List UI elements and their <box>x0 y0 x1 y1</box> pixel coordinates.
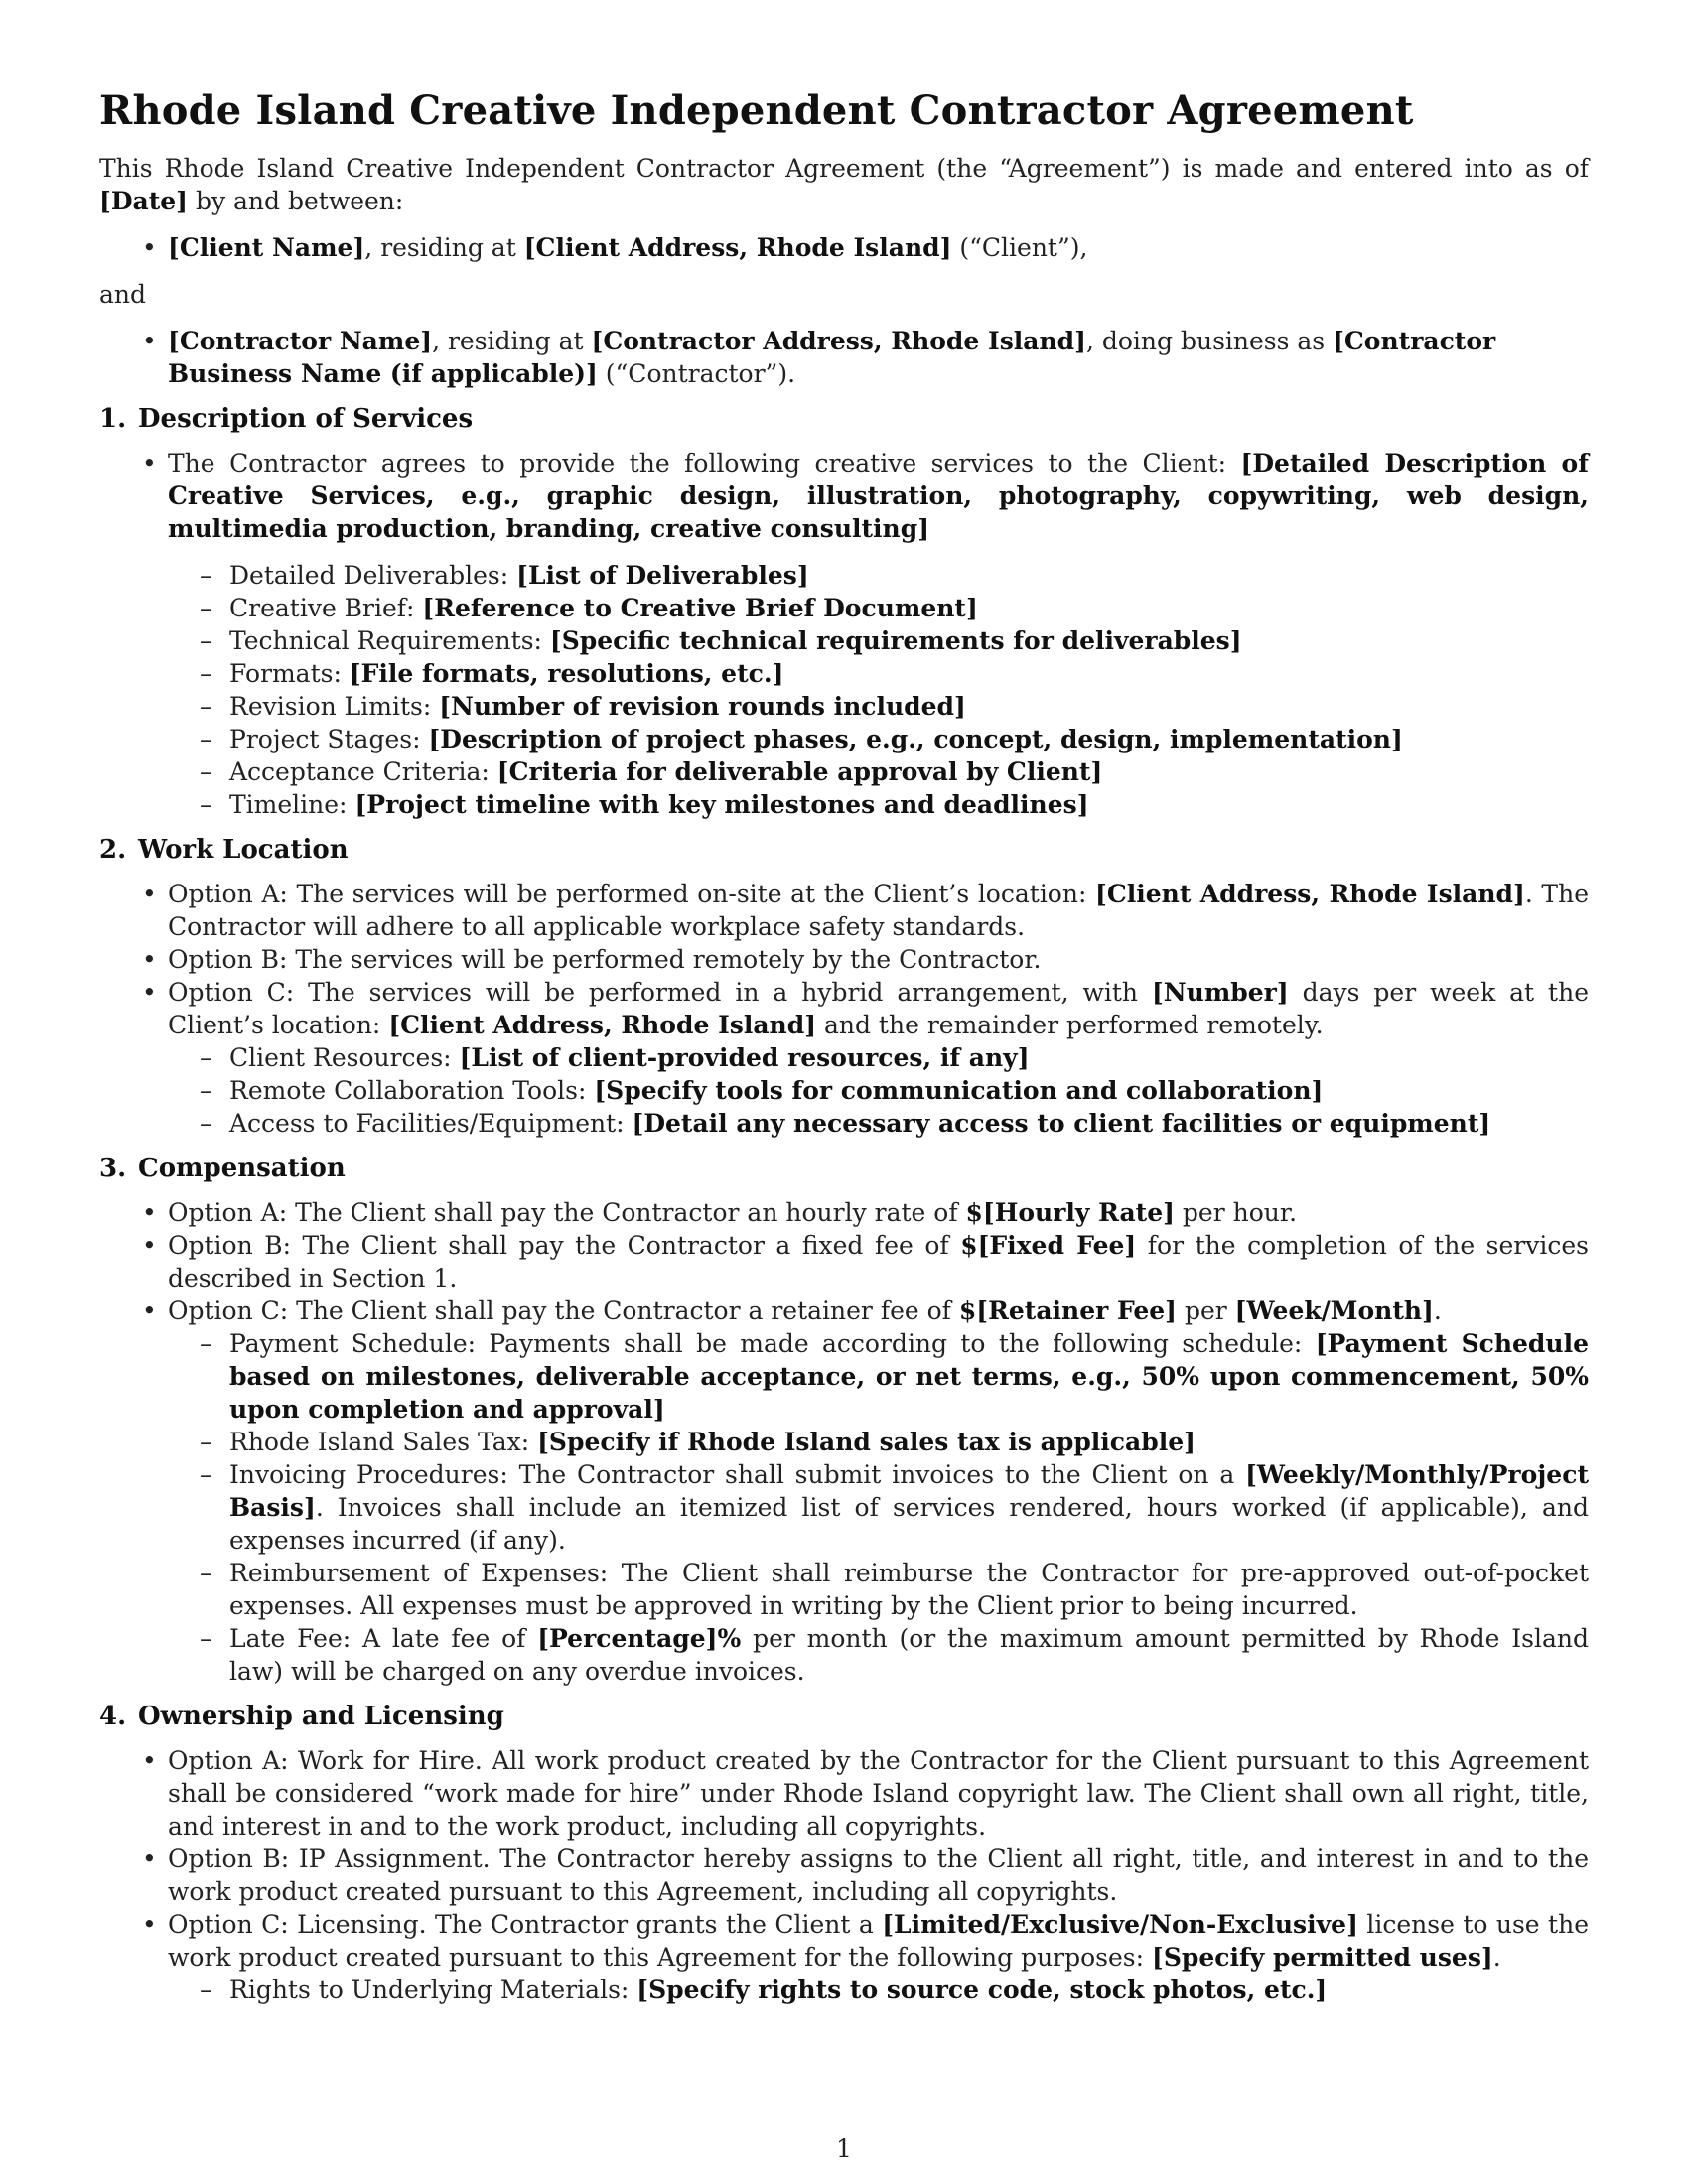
item-label: Detailed Deliverables: <box>229 561 517 590</box>
licensing-sublist <box>168 1974 1589 2006</box>
item-placeholder: [Payment Schedule based on milestones, deliverable acceptance, or net terms, e.g., 50% upon commencement, 50% upon completion and approval] <box>229 1329 1589 1424</box>
hourly-rate-placeholder: $[Hourly Rate] <box>965 1198 1175 1227</box>
and-connector: and <box>99 280 147 309</box>
option-text: Option B: The services will be performed remotely by the Contractor. <box>168 945 1042 974</box>
item-label: Invoicing Procedures: The Contractor shall submit invoices to the Client on a <box>229 1460 1246 1489</box>
item-label: Timeline: <box>229 790 355 819</box>
compensation-option-c <box>99 1295 1589 1688</box>
address-placeholder: [Client Address, Rhode Island] <box>1095 880 1525 908</box>
item-label: Rhode Island Sales Tax: <box>229 1428 538 1456</box>
option-text-end: per hour. <box>1174 1198 1298 1227</box>
fixed-fee-placeholder: $[Fixed Fee] <box>960 1231 1137 1260</box>
contractor-address-placeholder: [Contractor Address, Rhode Island] <box>591 327 1086 355</box>
list-item <box>168 690 1589 723</box>
item-label: Technical Requirements: <box>229 626 550 655</box>
item-label: Formats: <box>229 659 350 688</box>
contractor-text-end: (“Contractor”). <box>597 359 796 388</box>
section-number: 2. <box>99 835 127 865</box>
item-placeholder: [Detail any necessary access to client facilities or equipment] <box>632 1109 1491 1138</box>
item-label: Creative Brief: <box>229 594 423 622</box>
address-placeholder: [Client Address, Rhode Island] <box>388 1011 817 1039</box>
contractor-party <box>99 325 1589 390</box>
list-item <box>168 624 1589 657</box>
option-text-2: license to use the work product created pursuant to this Agreement for the following purposes: <box>168 1910 1589 1972</box>
contractor-name-placeholder: [Contractor Name] <box>168 327 433 355</box>
item-placeholder: [Reference to Creative Brief Document] <box>422 594 978 622</box>
compensation-sublist <box>168 1327 1589 1688</box>
license-type-placeholder: [Limited/Exclusive/Non-Exclusive] <box>882 1910 1358 1939</box>
contractor-party-list <box>99 325 1589 390</box>
contractor-text-2: , doing business as <box>1085 327 1334 355</box>
location-option-b <box>99 943 1589 976</box>
option-text-end: . <box>1492 1943 1501 1972</box>
item-placeholder: [Specify if Rhode Island sales tax is applicable] <box>537 1428 1196 1456</box>
item-placeholder: [List of Deliverables] <box>516 561 809 590</box>
ownership-option-a <box>99 1744 1589 1843</box>
item-text-end: . Invoices shall include an itemized list of services rendered, hours worked (if applicable), and expenses incurred (if any). <box>229 1493 1589 1555</box>
item-text-end: per month (or the maximum amount permitted by Rhode Island law) will be charged on any overdue invoices. <box>229 1624 1589 1686</box>
option-text-2: per <box>1177 1297 1235 1325</box>
intro-paragraph <box>99 152 1589 217</box>
client-party <box>99 231 1589 264</box>
services-sublist <box>168 559 1589 821</box>
section-1-list <box>99 447 1589 821</box>
section-4-heading <box>99 1702 1589 1731</box>
section-3-heading <box>99 1154 1589 1183</box>
option-text: Option C: The services will be performed in a hybrid arrangement, with <box>168 978 1152 1007</box>
services-placeholder: [Detailed Description of Creative Services, e.g., graphic design, illustration, photography, copywriting, web design, multimedia production, branding, creative consulting] <box>168 449 1589 543</box>
intro-text: This Rhode Island Creative Independent Contractor Agreement (the “Agreement”) is made and entered into as of <box>99 154 1589 183</box>
option-text-end: for the completion of the services described in Section 1. <box>168 1231 1589 1293</box>
item-placeholder: [File formats, resolutions, etc.] <box>349 659 784 688</box>
list-item <box>168 1974 1589 2006</box>
invoicing-item <box>168 1458 1589 1557</box>
option-text: Option A: Work for Hire. All work product created by the Contractor for the Client pursuant to this Agreement shall be considered “work made for hire” under Rhode Island copyright law. The Client shall own all right, title, and interest in and to the work product, including all copyrights. <box>168 1746 1589 1841</box>
section-4-list <box>99 1744 1589 2006</box>
option-text: Option B: The Client shall pay the Contractor a fixed fee of <box>168 1231 961 1260</box>
item-placeholder: [Number of revision rounds included] <box>439 692 966 721</box>
client-name-placeholder: [Client Name] <box>168 233 365 262</box>
option-text: Option A: The Client shall pay the Contractor an hourly rate of <box>168 1198 966 1227</box>
page-number: 1 <box>836 2134 852 2163</box>
item-label: Client Resources: <box>229 1043 460 1072</box>
section-title: Ownership and Licensing <box>138 1702 504 1731</box>
item-label: Acceptance Criteria: <box>229 757 497 786</box>
location-sublist <box>168 1041 1589 1140</box>
option-text-end: and the remainder performed remotely. <box>816 1011 1324 1039</box>
intro-text-end: by and between: <box>188 187 404 215</box>
option-text: Option C: Licensing. The Contractor grants the Client a <box>168 1910 883 1939</box>
section-2-list <box>99 878 1589 1140</box>
item-label: Project Stages: <box>229 725 429 753</box>
section-number: 3. <box>99 1154 127 1183</box>
option-text-end: . <box>1433 1297 1442 1325</box>
location-option-c <box>99 976 1589 1140</box>
period-placeholder: [Week/Month] <box>1234 1297 1434 1325</box>
section-3-list <box>99 1196 1589 1688</box>
client-party-list <box>99 231 1589 264</box>
section-title: Compensation <box>138 1154 346 1183</box>
section-1-heading <box>99 404 1589 434</box>
option-text: Option A: The services will be performed on-site at the Client’s location: <box>168 880 1096 908</box>
ownership-option-c <box>99 1908 1589 2006</box>
number-placeholder: [Number] <box>1151 978 1289 1007</box>
item-placeholder: [Description of project phases, e.g., concept, design, implementation] <box>428 725 1403 753</box>
late-fee-item <box>168 1622 1589 1688</box>
document-title: Rhode Island Creative Independent Contractor Agreement <box>99 87 1414 134</box>
item-placeholder: [Specific technical requirements for deliverables] <box>549 626 1242 655</box>
payment-schedule-item <box>168 1327 1589 1426</box>
permitted-uses-placeholder: [Specify permitted uses] <box>1152 1943 1493 1972</box>
item-label: Late Fee: A late fee of <box>229 1624 538 1653</box>
client-text: , residing at <box>364 233 524 262</box>
section-title: Work Location <box>138 835 349 865</box>
option-text: Option B: IP Assignment. The Contractor hereby assigns to the Client all right, title, and interest in and to the work product created pursuant to this Agreement, including all copyrights. <box>168 1844 1589 1906</box>
contractor-business-placeholder: [Contractor Business Name (if applicable)] <box>168 327 1496 388</box>
sales-tax-item <box>168 1426 1589 1458</box>
location-option-a <box>99 878 1589 943</box>
item-placeholder: [Specify tools for communication and collaboration] <box>594 1076 1324 1105</box>
services-lead: The Contractor agrees to provide the following creative services to the Client: <box>168 449 1241 478</box>
list-item <box>168 755 1589 788</box>
list-item <box>168 1041 1589 1074</box>
section-number: 1. <box>99 404 127 434</box>
date-placeholder: [Date] <box>99 187 188 215</box>
list-item <box>168 788 1589 821</box>
item-placeholder: [Weekly/Monthly/Project Basis] <box>229 1460 1589 1522</box>
contractor-text: , residing at <box>432 327 592 355</box>
item-label: Access to Facilities/Equipment: <box>229 1109 633 1138</box>
section-title: Description of Services <box>138 404 474 434</box>
section-2-heading <box>99 835 1589 865</box>
list-item <box>168 657 1589 690</box>
option-text-end: . The Contractor will adhere to all applicable workplace safety standards. <box>168 880 1590 941</box>
item-label: Remote Collaboration Tools: <box>229 1076 595 1105</box>
list-item <box>168 592 1589 624</box>
item-label: Revision Limits: <box>229 692 440 721</box>
document-page <box>99 87 1589 2006</box>
option-text: Option C: The Client shall pay the Contractor a retainer fee of <box>168 1297 959 1325</box>
reimbursement-item <box>168 1557 1589 1622</box>
list-item <box>168 1107 1589 1140</box>
item-placeholder: [Percentage]% <box>537 1624 742 1653</box>
item-text: Reimbursement of Expenses: The Client shall reimburse the Contractor for pre-approved out-of-pocket expenses. All expenses must be approved in writing by the Client prior to being incurred. <box>229 1559 1589 1620</box>
client-text-end: (“Client”), <box>951 233 1088 262</box>
list-item <box>168 559 1589 592</box>
item-placeholder: [Specify rights to source code, stock photos, etc.] <box>636 1976 1328 2004</box>
services-description <box>99 447 1589 821</box>
ownership-option-b <box>99 1843 1589 1908</box>
list-item <box>168 1074 1589 1107</box>
item-placeholder: [List of client-provided resources, if any] <box>459 1043 1030 1072</box>
item-label: Payment Schedule: Payments shall be made according to the following schedule: <box>229 1329 1316 1358</box>
item-placeholder: [Project timeline with key milestones and deadlines] <box>354 790 1089 819</box>
list-item <box>168 723 1589 755</box>
compensation-option-a <box>99 1196 1589 1229</box>
option-text-2: days per week at the Client’s location: <box>168 978 1589 1039</box>
item-placeholder: [Criteria for deliverable approval by Client] <box>496 757 1103 786</box>
retainer-fee-placeholder: $[Retainer Fee] <box>958 1297 1178 1325</box>
item-label: Rights to Underlying Materials: <box>229 1976 637 2004</box>
section-number: 4. <box>99 1702 127 1731</box>
client-address-placeholder: [Client Address, Rhode Island] <box>523 233 952 262</box>
compensation-option-b <box>99 1229 1589 1295</box>
